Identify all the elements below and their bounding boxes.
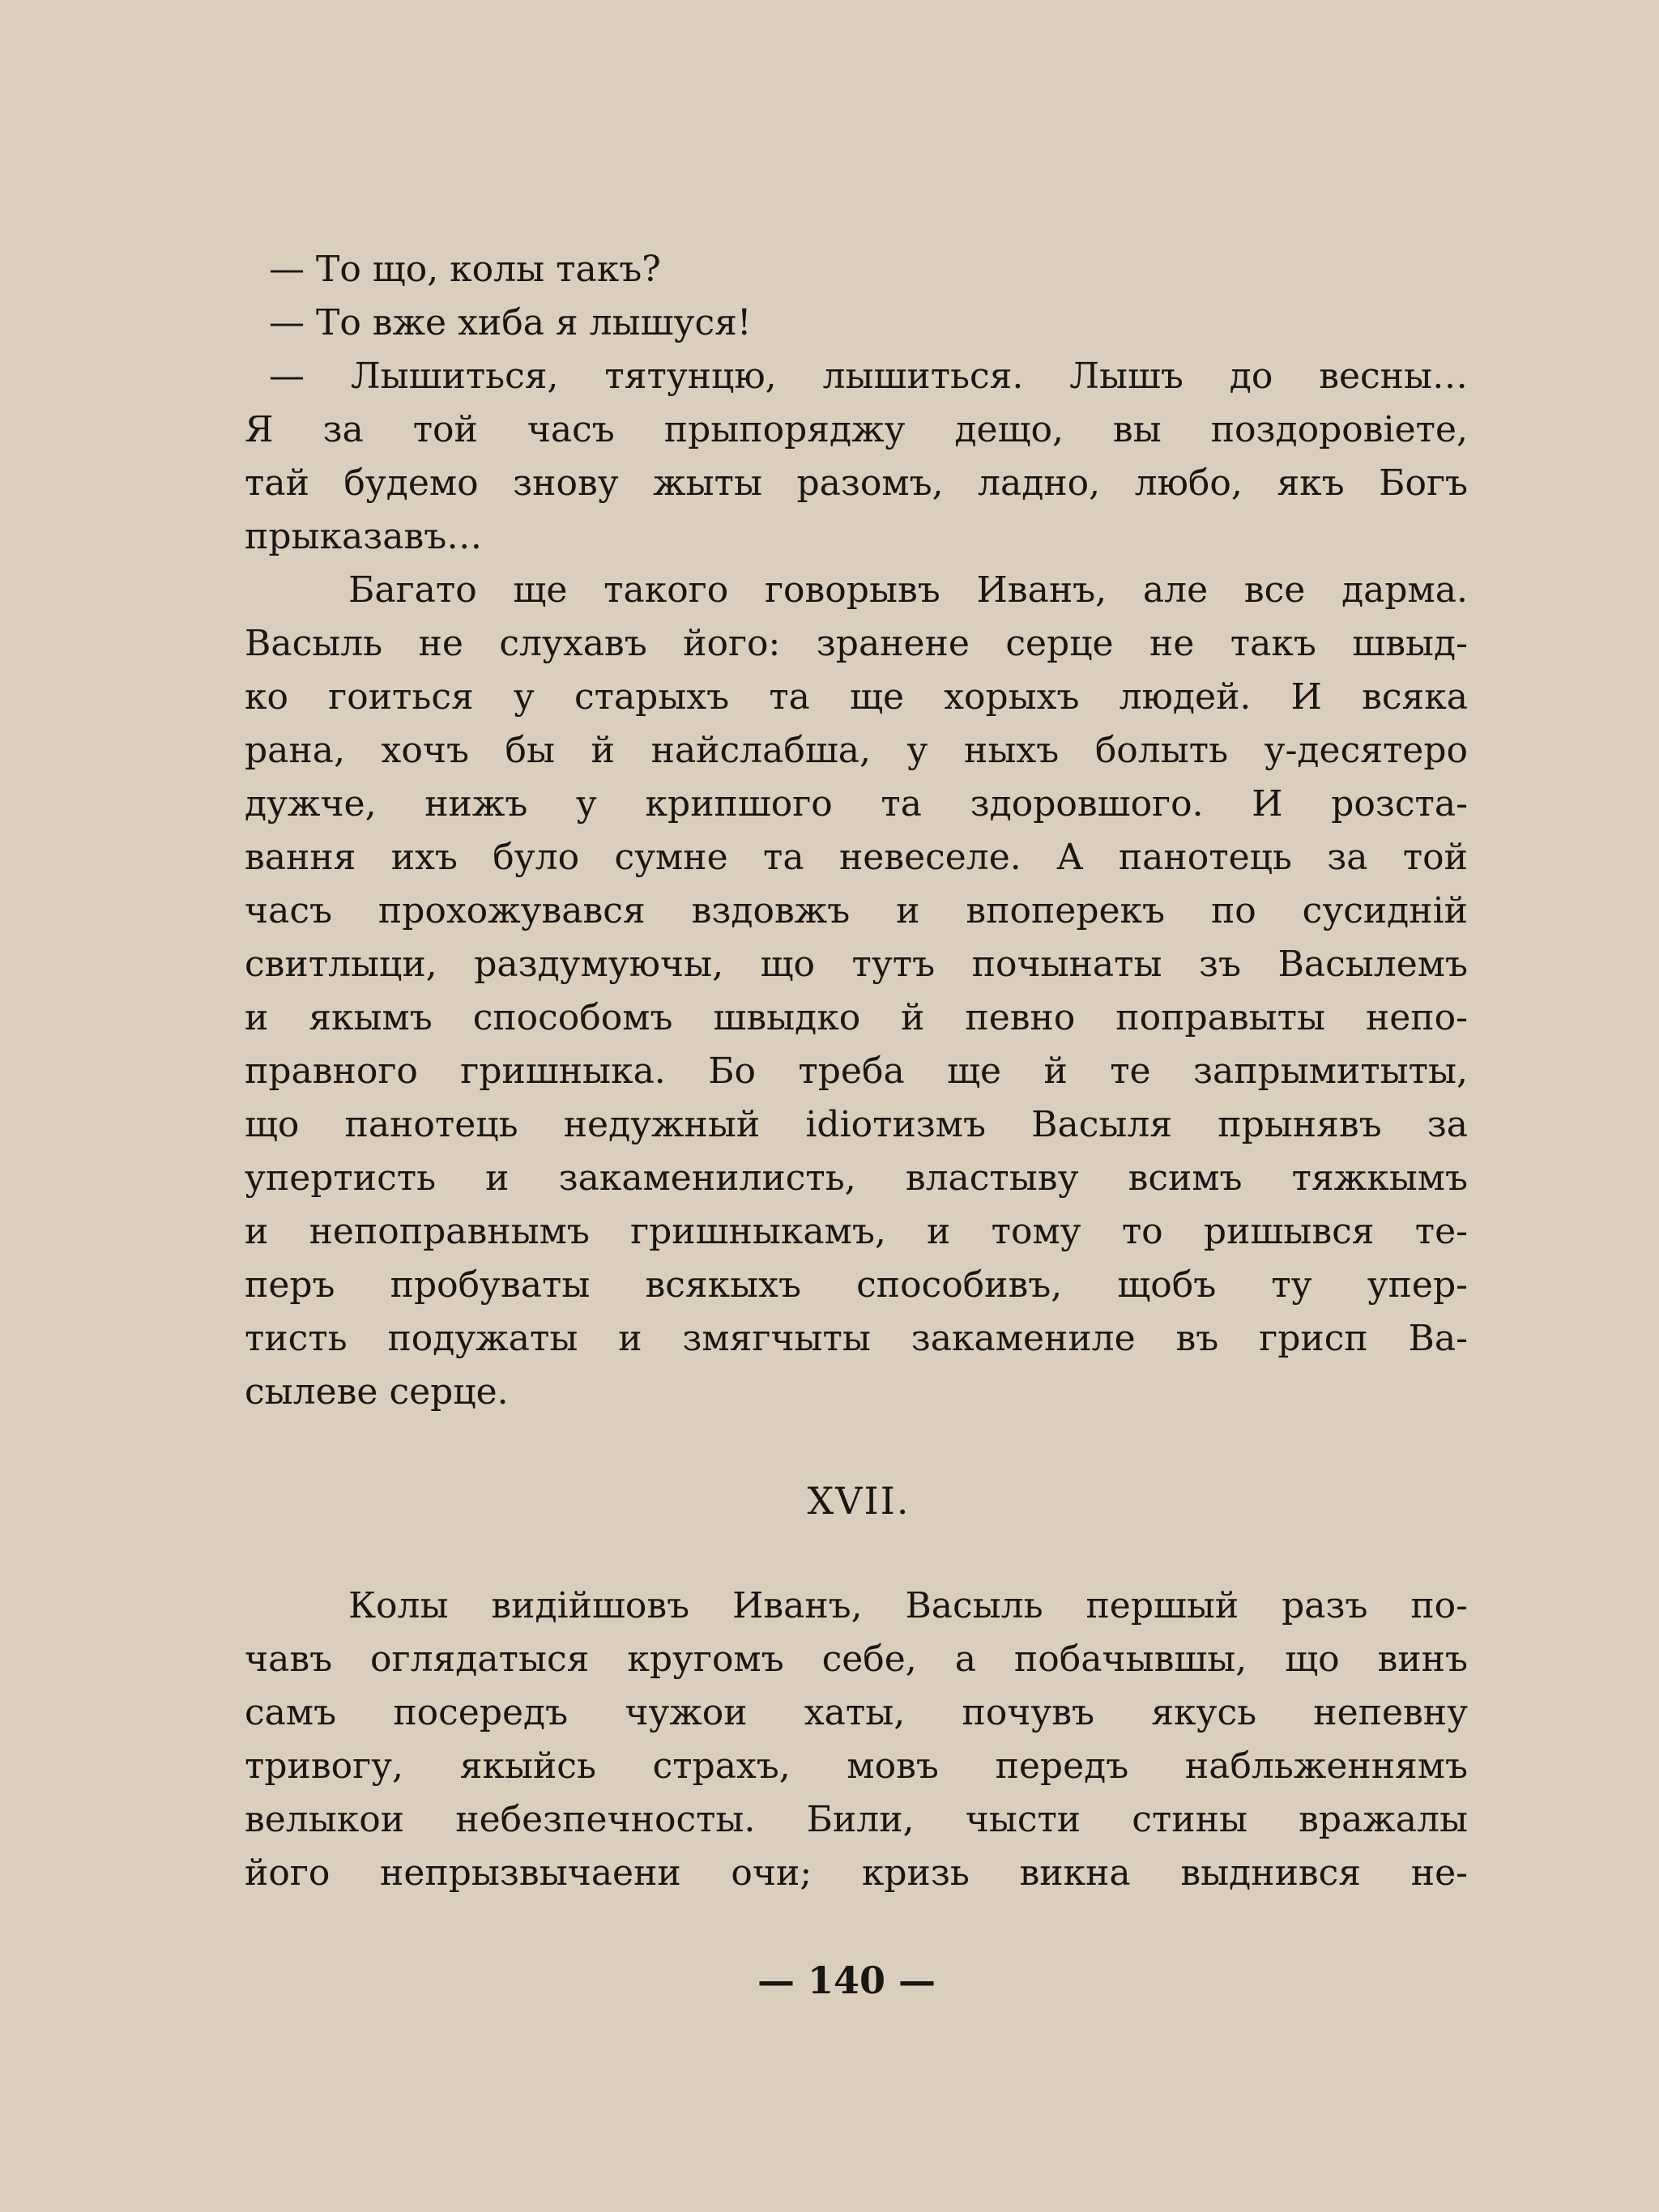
text-line: самъ посередъ чужои хаты, почувъ якусь непевну [245, 1692, 1468, 1733]
text-line: велыкои небезпечносты. Били, чысти стины вражалы [245, 1799, 1468, 1840]
page-number: — 140 — [757, 1958, 936, 2002]
text-line: упертисть и закаменилисть, властыву всимъ тяжкымъ [245, 1157, 1468, 1199]
text-line: сылеве серце. [245, 1371, 509, 1413]
text-line: тривогу, якыйсь страхъ, мовъ передъ набльженнямъ [245, 1745, 1468, 1787]
text-line: його непрызвычаени очи; кризь викна выднився не- [245, 1852, 1468, 1894]
text-line: рана, хочъ бы й найслабша, у ныхъ болыть у-десятеро [245, 730, 1468, 771]
text-line: перъ пробуваты всякыхъ способивъ, щобъ ту упер- [245, 1264, 1468, 1306]
text-line: ко гоиться у старыхъ та ще хорыхъ людей. И всяка [245, 676, 1468, 718]
text-line: чавъ оглядатыся кругомъ себе, а побачывшы, що винъ [245, 1639, 1468, 1680]
text-line: и непоправнымъ гришныкамъ, и тому то ришывся те- [245, 1211, 1468, 1252]
text-line: Васыль не слухавъ його: зранене серце не такъ швыд- [245, 623, 1468, 664]
text-line: — То вже хиба я лышуся! [269, 302, 752, 343]
text-line: — Лышиться, тятунцю, лышиться. Лышъ до весны… [269, 356, 1468, 397]
text-line: Багато ще такого говорывъ Иванъ, але все дарма. [348, 569, 1468, 611]
text-line: тисть подужаты и змягчыты закамениле въ грисп Ва- [245, 1318, 1468, 1359]
text-line: вання ихъ було сумне та невеселе. А панотець за той [245, 837, 1468, 878]
body-text-top [245, 243, 1468, 1419]
text-line: що панотець недужный idiотизмъ Васыля прынявъ за [245, 1104, 1468, 1145]
text-line: свитлыци, раздумуючы, що тутъ почынаты зъ Васылемъ [245, 944, 1468, 985]
text-line: часъ прохожувався вздовжъ и впоперекъ по сусидній [245, 890, 1468, 931]
text-line: и якымъ способомъ швыдко й певно поправыты непо- [245, 997, 1468, 1038]
text-line: Я за той часъ прыпоряджу дещо, вы поздоровіете, [245, 409, 1468, 450]
text-line: Колы видійшовъ Иванъ, Васыль першый разъ по- [348, 1585, 1468, 1626]
chapter-heading: XVII. [807, 1479, 911, 1523]
text-line: прыказавъ… [245, 516, 483, 557]
text-line: дужче, нижъ у крипшого та здоровшого. И розста- [245, 783, 1468, 825]
text-line: — То що, колы такъ? [269, 249, 661, 290]
text-line: тай будемо знову жыты разомъ, ладно, любо, якъ Богъ [245, 462, 1468, 504]
body-text-bottom [245, 1579, 1468, 1900]
text-line: правного гришныка. Бо треба ще й те запрымитыты, [245, 1051, 1468, 1092]
